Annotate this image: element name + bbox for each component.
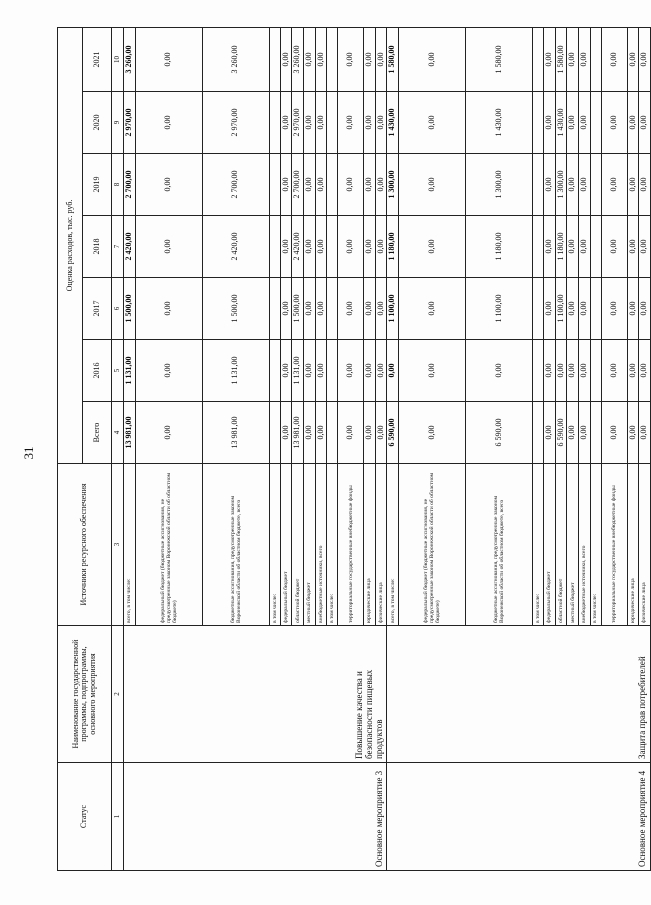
year-value-cell: 0,00 bbox=[135, 154, 202, 216]
year-value-cell: 0,00 bbox=[567, 278, 579, 340]
year-value-cell: 0,00 bbox=[578, 340, 590, 402]
source-cell: бюджетные ассигнования, предусмотренные законом Воронежской области об областном бюджете, всего bbox=[202, 464, 269, 626]
column-index: 3 bbox=[112, 464, 124, 626]
year-value-cell: 0,00 bbox=[303, 92, 315, 154]
source-cell: бюджетные ассигнования, предусмотренные законом Воронежской области об областном бюджете, всего bbox=[466, 464, 533, 626]
year-value-cell: 0,00 bbox=[544, 154, 556, 216]
year-value-cell bbox=[327, 28, 338, 92]
header-year: 2020 bbox=[83, 92, 112, 154]
total-value-cell: 0,00 bbox=[399, 402, 466, 464]
year-value-cell: 0,00 bbox=[135, 216, 202, 278]
year-value-cell: 0,00 bbox=[578, 28, 590, 92]
total-value-cell bbox=[533, 402, 544, 464]
year-value-cell: 0,00 bbox=[315, 216, 327, 278]
year-value-cell: 2 700,00 bbox=[124, 154, 136, 216]
year-value-cell: 0,00 bbox=[315, 278, 327, 340]
year-value-cell bbox=[533, 28, 544, 92]
source-cell: юридические лица bbox=[627, 464, 639, 626]
table-body bbox=[124, 28, 651, 871]
year-value-cell: 0,00 bbox=[544, 28, 556, 92]
year-value-cell: 0,00 bbox=[639, 216, 651, 278]
year-value-cell bbox=[327, 278, 338, 340]
year-value-cell: 0,00 bbox=[338, 154, 364, 216]
year-value-cell: 0,00 bbox=[364, 278, 376, 340]
year-value-cell bbox=[269, 28, 280, 92]
source-cell: местный бюджет bbox=[567, 464, 579, 626]
source-cell: всего, в том числе: bbox=[124, 464, 136, 626]
year-value-cell: 0,00 bbox=[364, 340, 376, 402]
source-cell: внебюджетные источники, всего bbox=[578, 464, 590, 626]
year-value-cell: 1 430,00 bbox=[387, 92, 399, 154]
year-value-cell: 1 100,00 bbox=[466, 278, 533, 340]
year-value-cell: 0,00 bbox=[135, 340, 202, 402]
year-value-cell bbox=[590, 340, 601, 402]
year-value-cell: 0,00 bbox=[364, 154, 376, 216]
total-value-cell: 0,00 bbox=[567, 402, 579, 464]
year-value-cell: 1 430,00 bbox=[555, 92, 567, 154]
header-year: 2019 bbox=[83, 154, 112, 216]
total-value-cell: 0,00 bbox=[639, 402, 651, 464]
year-value-cell: 0,00 bbox=[567, 216, 579, 278]
year-value-cell: 0,00 bbox=[578, 92, 590, 154]
year-value-cell: 0,00 bbox=[364, 28, 376, 92]
year-value-cell: 0,00 bbox=[555, 340, 567, 402]
page-number: 31 bbox=[21, 446, 36, 460]
source-cell: федеральный бюджет bbox=[544, 464, 556, 626]
year-value-cell: 0,00 bbox=[601, 216, 627, 278]
header-year: 2021 bbox=[83, 28, 112, 92]
year-value-cell: 0,00 bbox=[544, 92, 556, 154]
source-cell: федеральный бюджет (бюджетные ассигнования, не предусмотренные законом Воронежской области об областном бюджете) bbox=[135, 464, 202, 626]
year-value-cell: 3 260,00 bbox=[292, 28, 304, 92]
year-value-cell: 0,00 bbox=[135, 92, 202, 154]
source-cell: областной бюджет bbox=[555, 464, 567, 626]
total-value-cell: 13 981,00 bbox=[202, 402, 269, 464]
budget-table bbox=[57, 27, 651, 871]
year-value-cell: 0,00 bbox=[627, 340, 639, 402]
total-value-cell: 6 590,00 bbox=[466, 402, 533, 464]
year-value-cell: 0,00 bbox=[315, 92, 327, 154]
year-value-cell bbox=[327, 154, 338, 216]
source-cell: федеральный бюджет (бюджетные ассигнования, не предусмотренные законом Воронежской области об областном бюджете) bbox=[399, 464, 466, 626]
year-value-cell bbox=[327, 340, 338, 402]
measure-name-cell: Повышение качества и безопасности пищевых продуктов bbox=[124, 626, 387, 763]
total-value-cell bbox=[590, 402, 601, 464]
header-year: 2018 bbox=[83, 216, 112, 278]
year-value-cell: 0,00 bbox=[399, 92, 466, 154]
source-cell: в том числе: bbox=[269, 464, 280, 626]
year-value-cell: 0,00 bbox=[375, 340, 387, 402]
table-row bbox=[387, 28, 399, 871]
year-value-cell bbox=[269, 216, 280, 278]
year-value-cell: 0,00 bbox=[303, 28, 315, 92]
year-value-cell bbox=[269, 278, 280, 340]
year-value-cell: 3 260,00 bbox=[202, 28, 269, 92]
year-value-cell: 0,00 bbox=[601, 340, 627, 402]
year-value-cell: 1 500,00 bbox=[202, 278, 269, 340]
year-value-cell: 0,00 bbox=[280, 154, 292, 216]
source-cell: местный бюджет bbox=[303, 464, 315, 626]
year-value-cell: 0,00 bbox=[601, 92, 627, 154]
year-value-cell bbox=[590, 92, 601, 154]
year-value-cell: 0,00 bbox=[544, 340, 556, 402]
year-value-cell: 0,00 bbox=[375, 216, 387, 278]
year-value-cell: 0,00 bbox=[375, 92, 387, 154]
year-value-cell: 2 700,00 bbox=[292, 154, 304, 216]
column-index: 8 bbox=[112, 154, 124, 216]
year-value-cell: 0,00 bbox=[627, 28, 639, 92]
year-value-cell: 0,00 bbox=[375, 154, 387, 216]
year-value-cell: 1 100,00 bbox=[387, 278, 399, 340]
column-index: 2 bbox=[112, 626, 124, 763]
year-value-cell: 0,00 bbox=[338, 92, 364, 154]
year-value-cell: 0,00 bbox=[601, 28, 627, 92]
header-estimate: Оценка расходов, тыс. руб. bbox=[58, 28, 83, 464]
source-cell: всего, в том числе: bbox=[387, 464, 399, 626]
year-value-cell bbox=[269, 154, 280, 216]
year-value-cell: 0,00 bbox=[627, 278, 639, 340]
year-value-cell bbox=[590, 28, 601, 92]
year-value-cell: 0,00 bbox=[567, 154, 579, 216]
year-value-cell: 0,00 bbox=[375, 28, 387, 92]
year-value-cell: 0,00 bbox=[639, 28, 651, 92]
year-value-cell: 0,00 bbox=[399, 216, 466, 278]
total-value-cell: 0,00 bbox=[303, 402, 315, 464]
column-index: 1 bbox=[112, 763, 124, 871]
source-cell: юридические лица bbox=[364, 464, 376, 626]
source-cell: физические лица bbox=[639, 464, 651, 626]
year-value-cell: 0,00 bbox=[639, 154, 651, 216]
year-value-cell: 0,00 bbox=[280, 278, 292, 340]
year-value-cell: 2 700,00 bbox=[202, 154, 269, 216]
source-cell: физические лица bbox=[375, 464, 387, 626]
column-index: 9 bbox=[112, 92, 124, 154]
total-value-cell: 0,00 bbox=[315, 402, 327, 464]
year-value-cell: 0,00 bbox=[364, 216, 376, 278]
year-value-cell: 3 260,00 bbox=[124, 28, 136, 92]
year-value-cell: 1 580,00 bbox=[387, 28, 399, 92]
year-value-cell: 0,00 bbox=[567, 340, 579, 402]
rotated-table-container bbox=[57, 28, 649, 871]
measure-name-cell: Защита прав потребителей bbox=[387, 626, 650, 763]
header-source: Источники ресурсного обеспечения bbox=[58, 464, 112, 626]
year-value-cell bbox=[533, 340, 544, 402]
total-value-cell: 13 981,00 bbox=[124, 402, 136, 464]
year-value-cell: 0,00 bbox=[338, 216, 364, 278]
total-value-cell bbox=[269, 402, 280, 464]
year-value-cell: 0,00 bbox=[303, 216, 315, 278]
year-value-cell bbox=[590, 216, 601, 278]
source-cell: территориальные государственные внебюджетные фонды bbox=[338, 464, 364, 626]
year-value-cell: 0,00 bbox=[375, 278, 387, 340]
total-value-cell: 0,00 bbox=[280, 402, 292, 464]
year-value-cell: 1 180,00 bbox=[555, 216, 567, 278]
year-value-cell: 0,00 bbox=[315, 154, 327, 216]
total-value-cell: 0,00 bbox=[338, 402, 364, 464]
total-value-cell: 0,00 bbox=[627, 402, 639, 464]
year-value-cell: 0,00 bbox=[135, 278, 202, 340]
total-value-cell: 6 590,00 bbox=[387, 402, 399, 464]
year-value-cell: 0,00 bbox=[601, 278, 627, 340]
year-value-cell: 0,00 bbox=[639, 92, 651, 154]
year-value-cell: 0,00 bbox=[303, 340, 315, 402]
header-status: Статус bbox=[58, 763, 112, 871]
year-value-cell bbox=[533, 154, 544, 216]
year-value-cell: 2 420,00 bbox=[124, 216, 136, 278]
year-value-cell bbox=[590, 278, 601, 340]
year-value-cell: 0,00 bbox=[315, 340, 327, 402]
year-value-cell: 1 300,00 bbox=[387, 154, 399, 216]
total-value-cell: 0,00 bbox=[364, 402, 376, 464]
year-value-cell: 0,00 bbox=[280, 340, 292, 402]
source-cell: федеральный бюджет bbox=[280, 464, 292, 626]
year-value-cell bbox=[533, 278, 544, 340]
total-value-cell: 0,00 bbox=[578, 402, 590, 464]
header-total: Всего bbox=[83, 402, 112, 464]
year-value-cell: 1 580,00 bbox=[555, 28, 567, 92]
source-cell: областной бюджет bbox=[292, 464, 304, 626]
header-year: 2016 bbox=[83, 340, 112, 402]
status-cell: Основное мероприятие 4 bbox=[387, 763, 650, 871]
source-cell: территориальные государственные внебюджетные фонды bbox=[601, 464, 627, 626]
year-value-cell bbox=[269, 340, 280, 402]
year-value-cell: 0,00 bbox=[315, 28, 327, 92]
year-value-cell: 0,00 bbox=[567, 92, 579, 154]
year-value-cell: 0,00 bbox=[639, 278, 651, 340]
year-value-cell: 0,00 bbox=[303, 278, 315, 340]
year-value-cell: 0,00 bbox=[135, 28, 202, 92]
column-index: 5 bbox=[112, 340, 124, 402]
year-value-cell: 1 580,00 bbox=[466, 28, 533, 92]
column-index: 6 bbox=[112, 278, 124, 340]
status-cell: Основное мероприятие 3 bbox=[124, 763, 387, 871]
year-value-cell bbox=[327, 92, 338, 154]
year-value-cell: 0,00 bbox=[303, 154, 315, 216]
year-value-cell: 0,00 bbox=[280, 28, 292, 92]
total-value-cell: 0,00 bbox=[544, 402, 556, 464]
year-value-cell: 0,00 bbox=[399, 154, 466, 216]
year-value-cell: 0,00 bbox=[364, 92, 376, 154]
column-index: 10 bbox=[112, 28, 124, 92]
total-value-cell bbox=[327, 402, 338, 464]
year-value-cell: 2 970,00 bbox=[124, 92, 136, 154]
year-value-cell: 1 500,00 bbox=[292, 278, 304, 340]
year-value-cell bbox=[269, 92, 280, 154]
year-value-cell: 0,00 bbox=[639, 340, 651, 402]
header-name: Наименование государственной программы, подпрограммы, основного мероприятия bbox=[58, 626, 112, 763]
year-value-cell: 1 500,00 bbox=[124, 278, 136, 340]
year-value-cell: 0,00 bbox=[578, 278, 590, 340]
source-cell: в том числе: bbox=[590, 464, 601, 626]
column-index: 4 bbox=[112, 402, 124, 464]
total-value-cell: 0,00 bbox=[375, 402, 387, 464]
year-value-cell: 2 970,00 bbox=[202, 92, 269, 154]
year-value-cell: 0,00 bbox=[387, 340, 399, 402]
year-value-cell: 0,00 bbox=[338, 28, 364, 92]
source-cell: в том числе: bbox=[327, 464, 338, 626]
year-value-cell: 0,00 bbox=[399, 278, 466, 340]
year-value-cell: 0,00 bbox=[578, 216, 590, 278]
total-value-cell: 13 981,00 bbox=[292, 402, 304, 464]
year-value-cell bbox=[533, 92, 544, 154]
total-value-cell: 0,00 bbox=[601, 402, 627, 464]
year-value-cell: 0,00 bbox=[280, 92, 292, 154]
year-value-cell: 0,00 bbox=[280, 216, 292, 278]
total-value-cell: 0,00 bbox=[135, 402, 202, 464]
year-value-cell: 1 131,00 bbox=[202, 340, 269, 402]
year-value-cell: 1 300,00 bbox=[555, 154, 567, 216]
year-value-cell: 0,00 bbox=[544, 278, 556, 340]
year-value-cell: 0,00 bbox=[601, 154, 627, 216]
year-value-cell: 0,00 bbox=[399, 340, 466, 402]
year-value-cell bbox=[327, 216, 338, 278]
year-value-cell: 2 420,00 bbox=[292, 216, 304, 278]
year-value-cell: 1 180,00 bbox=[387, 216, 399, 278]
year-value-cell: 0,00 bbox=[338, 340, 364, 402]
year-value-cell: 0,00 bbox=[399, 28, 466, 92]
year-value-cell: 1 430,00 bbox=[466, 92, 533, 154]
year-value-cell: 0,00 bbox=[627, 154, 639, 216]
year-value-cell: 2 970,00 bbox=[292, 92, 304, 154]
total-value-cell: 6 590,00 bbox=[555, 402, 567, 464]
year-value-cell: 1 100,00 bbox=[555, 278, 567, 340]
header-year: 2017 bbox=[83, 278, 112, 340]
year-value-cell: 0,00 bbox=[338, 278, 364, 340]
year-value-cell: 0,00 bbox=[567, 28, 579, 92]
year-value-cell: 1 131,00 bbox=[124, 340, 136, 402]
year-value-cell: 0,00 bbox=[466, 340, 533, 402]
year-value-cell: 2 420,00 bbox=[202, 216, 269, 278]
year-value-cell: 1 131,00 bbox=[292, 340, 304, 402]
year-value-cell: 0,00 bbox=[627, 216, 639, 278]
year-value-cell bbox=[590, 154, 601, 216]
year-value-cell: 1 180,00 bbox=[466, 216, 533, 278]
year-value-cell: 1 300,00 bbox=[466, 154, 533, 216]
source-cell: в том числе: bbox=[533, 464, 544, 626]
source-cell: внебюджетные источники, всего bbox=[315, 464, 327, 626]
year-value-cell bbox=[533, 216, 544, 278]
year-value-cell: 0,00 bbox=[578, 154, 590, 216]
table-row bbox=[124, 28, 136, 871]
year-value-cell: 0,00 bbox=[627, 92, 639, 154]
column-index: 7 bbox=[112, 216, 124, 278]
year-value-cell: 0,00 bbox=[544, 216, 556, 278]
